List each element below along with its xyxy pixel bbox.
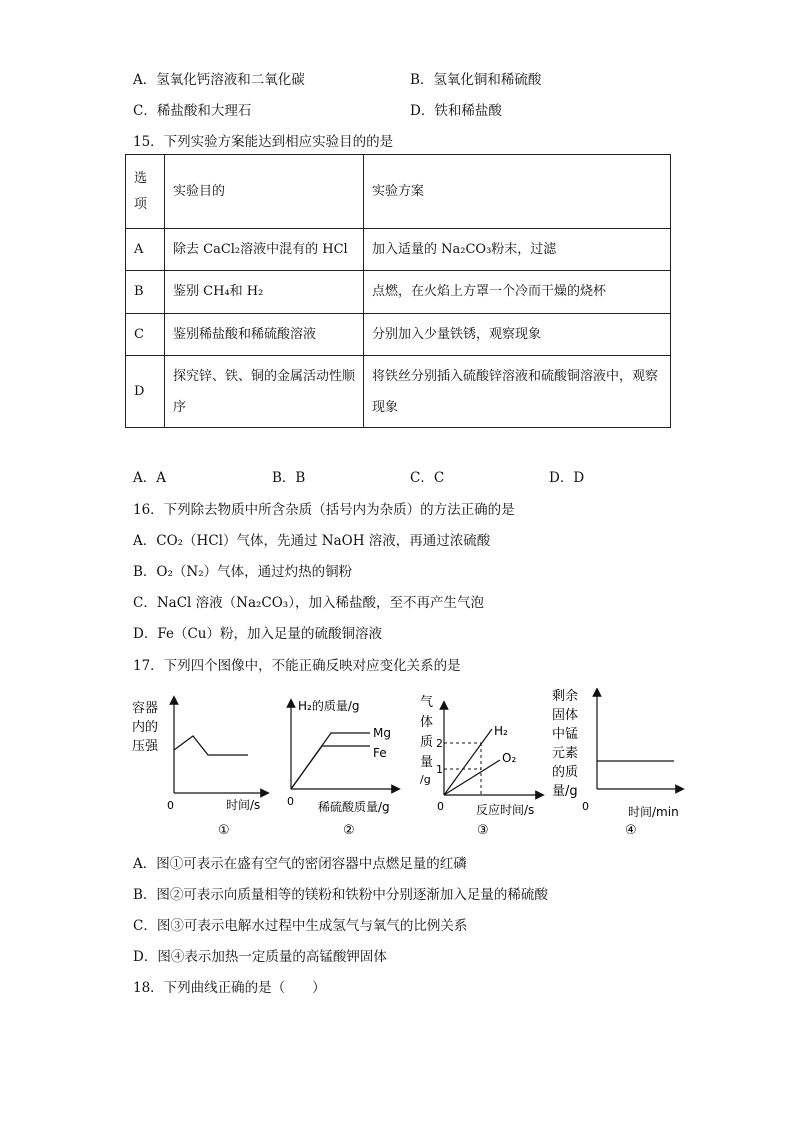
header-plan: 实验方案 (364, 155, 671, 229)
graph-4 (552, 689, 680, 838)
q18-stem: 18．下列曲线正确的是（ ） (133, 980, 326, 996)
graph-1 (132, 700, 265, 838)
header-goal: 实验目的 (165, 155, 364, 229)
table-row (126, 271, 671, 314)
graph2-xlabel: 稀硫酸质量/g (318, 800, 390, 814)
graph-2 (287, 698, 396, 838)
q17-option-a: A．图①可表示在盛有空气的密闭容器中点燃足量的红磷 (133, 856, 467, 872)
graph2-series-mg: Mg (373, 726, 391, 740)
graph1-origin: 0 (167, 799, 174, 812)
row-goal: 探究锌、铁、铜的金属活动性顺序 (165, 356, 364, 428)
graph2-fe-line (291, 746, 370, 789)
graph1-xlabel: 时间/s (226, 798, 261, 812)
row-option: B (126, 271, 165, 314)
graph3-ylabel: 气 (420, 695, 434, 710)
q15-choice-b: B．B (272, 470, 306, 486)
q14-option-c: C．稀盐酸和大理石 (133, 103, 252, 119)
graph3-o2-line (444, 760, 500, 795)
table-row (126, 229, 671, 271)
q15-stem: 15．下列实验方案能达到相应实验目的的是 (133, 134, 394, 150)
table-row (126, 314, 671, 356)
graph4-ylabel: 固体 (552, 708, 579, 723)
graph1-pressure-curve (174, 736, 248, 755)
q17-graphs (0, 688, 794, 843)
q14-option-a: A．氢氧化钙溶液和二氧化碳 (133, 72, 305, 88)
q16-option-d: D．Fe（Cu）粉，加入足量的硫酸铜溶液 (133, 626, 382, 642)
graph1-ylabel: 容器 (132, 701, 159, 716)
q14-option-d: D．铁和稀盐酸 (410, 103, 502, 119)
graph4-origin: 0 (582, 800, 589, 813)
graph4-ylabel: 剩余 (552, 689, 579, 704)
q15-choice-c: C．C (410, 470, 445, 486)
q17-option-c: C．图③可表示电解水过程中生成氢气与氧气的比例关系 (133, 918, 468, 934)
graph4-ylabel: 量/g (552, 784, 578, 799)
graph4-ylabel: 的质 (552, 765, 579, 780)
header-option-line1: 选 (134, 170, 148, 186)
q15-choice-a: A．A (133, 470, 166, 486)
graph-3 (420, 695, 540, 838)
graph3-tick-2: 2 (436, 737, 443, 750)
graph4-ylabel: 元素 (552, 746, 579, 761)
q17-stem: 17．下列四个图像中，不能正确反映对应变化关系的是 (133, 658, 461, 674)
graph4-xlabel: 时间/min (628, 805, 679, 819)
graph3-ylabel: /g (420, 773, 431, 786)
graph2-series-fe: Fe (373, 746, 387, 760)
graph3-ylabel: 体 (420, 715, 434, 730)
q16-option-c: C．NaCl 溶液（Na₂CO₃），加入稀盐酸，至不再产生气泡 (133, 595, 484, 611)
graph2-ylabel: H₂的质量/g (298, 699, 360, 713)
q14-option-b: B．氢氧化铜和稀硫酸 (410, 72, 542, 88)
graph2-number: ② (343, 823, 355, 838)
row-goal: 鉴别 CH₄和 H₂ (165, 271, 364, 314)
row-plan: 加入适量的 Na₂CO₃粉末，过滤 (364, 229, 671, 271)
graph1-ylabel: 内的 (132, 720, 159, 735)
q15-table (125, 154, 671, 428)
table-row (126, 356, 671, 428)
row-plan: 分别加入少量铁锈，观察现象 (364, 314, 671, 356)
q16-option-b: B．O₂（N₂）气体，通过灼热的铜粉 (133, 564, 353, 580)
row-goal: 除去 CaCl₂溶液中混有的 HCl (165, 229, 364, 271)
graph4-number: ④ (625, 823, 637, 838)
graph3-xlabel: 反应时间/s (476, 803, 535, 817)
row-plan: 将铁丝分别插入硫酸锌溶液和硫酸铜溶液中，观察现象 (364, 356, 671, 428)
graph3-number: ③ (477, 823, 489, 838)
q15-choice-d: D．D (549, 470, 585, 486)
graph3-tick-1: 1 (436, 763, 443, 776)
row-option: C (126, 314, 165, 356)
graph3-series-h2: H₂ (494, 724, 508, 738)
header-option (126, 155, 165, 229)
q17-option-d: D．图④表示加热一定质量的高锰酸钾固体 (133, 949, 387, 965)
graph1-number: ① (218, 823, 230, 838)
graph2-mg-line (291, 733, 370, 789)
q16-stem: 16．下列除去物质中所含杂质（括号内为杂质）的方法正确的是 (133, 502, 515, 518)
row-option: D (126, 356, 165, 428)
row-goal: 鉴别稀盐酸和稀硫酸溶液 (165, 314, 364, 356)
graph1-ylabel: 压强 (132, 739, 159, 754)
graph4-ylabel: 中锰 (552, 727, 579, 742)
row-plan: 点燃，在火焰上方罩一个冷而干燥的烧杯 (364, 271, 671, 314)
graph3-series-o2: O₂ (502, 751, 517, 765)
graph3-ylabel: 质 (420, 735, 434, 750)
q17-option-b: B．图②可表示向质量相等的镁粉和铁粉中分别逐渐加入足量的稀硫酸 (133, 887, 548, 903)
table-header-row (126, 155, 671, 229)
q16-option-a: A．CO₂（HCl）气体，先通过 NaOH 溶液，再通过浓硫酸 (133, 533, 491, 549)
row-option: A (126, 229, 165, 271)
header-option-line2: 项 (134, 196, 148, 212)
graph3-origin: 0 (437, 800, 444, 813)
graph3-h2-line (444, 729, 492, 795)
graph3-ylabel: 量 (420, 755, 434, 770)
graph2-origin: 0 (287, 795, 294, 808)
